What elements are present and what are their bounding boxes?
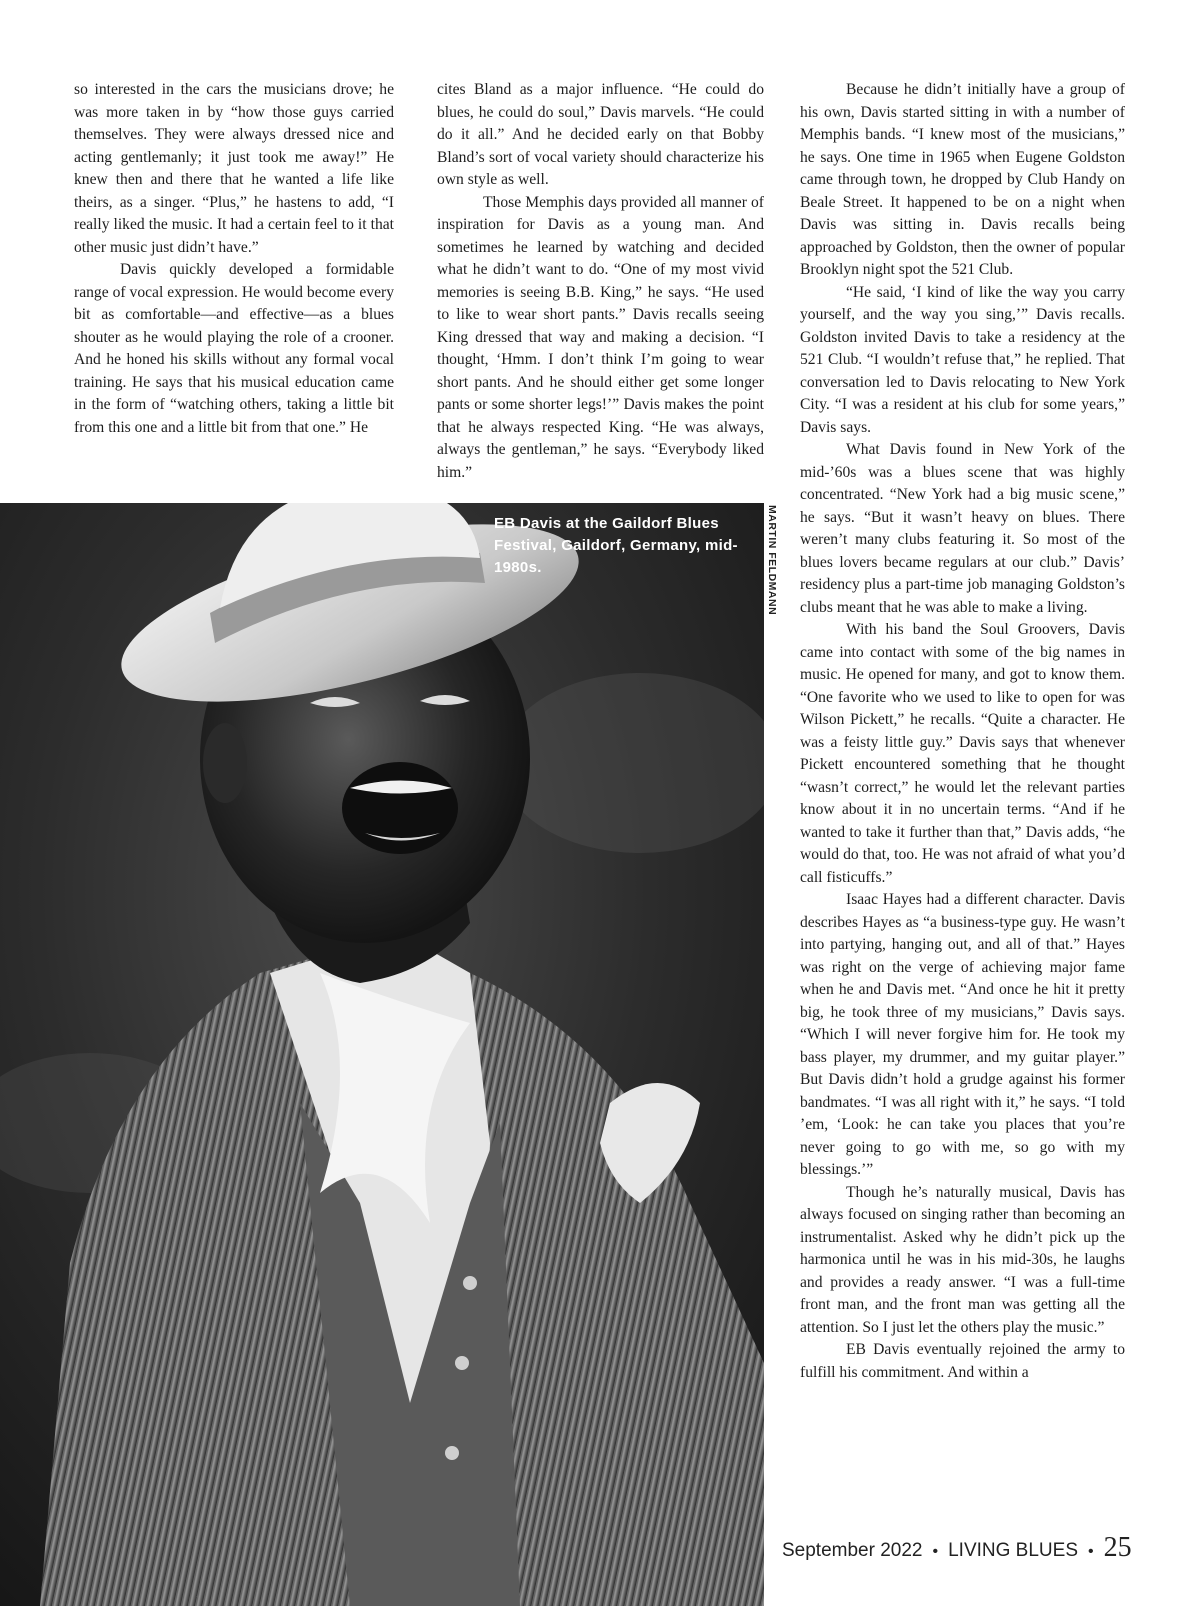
article-paragraph: EB Davis eventually rejoined the army to fulfill his commitment. And within a <box>800 1341 1125 1381</box>
performer-photo <box>0 503 764 1606</box>
issue-date: September 2022 <box>782 1540 923 1561</box>
footer-bullet: • <box>932 1543 939 1560</box>
article-paragraph: Though he’s naturally musical, Davis has always focused on singing rather than becoming an instrumentalist. Asked why he didn’t pick up the harmonica until he was in his mid-30s, he laughs and provides a ready answer. “I was a full-time front man, and the front man was getting all the attention. So I just let the others play the music.” <box>800 1183 1125 1336</box>
footer-bullet-2: • <box>1088 1543 1094 1560</box>
magazine-name: LIVING BLUES <box>948 1540 1078 1561</box>
article-paragraph: What Davis found in New York of the mid-’60s was a blues scene that was highly concentrated. “New York had a big music scene,” he says. “But it wasn’t heavy on blues. There weren’t many clubs featuring it. So most of the blues lovers became regulars at our club.” Davis’ residency plus a part-time job managing Goldston’s clubs meant that he was able to make a living. <box>800 441 1125 616</box>
article-paragraph: Because he didn’t initially have a group of his own, Davis started sitting in with a number of Memphis bands. “I knew most of the musicians,” he says. One time in 1965 when Eugene Goldston came through town, he dropped by Club Handy on Beale Street. It happened to be on a night when Davis was sitting in. Davis recalls being approached by Goldston, then the owner of popular Brooklyn night spot the 521 Club. <box>800 81 1125 278</box>
article-paragraph: cites Bland as a major influence. “He could do blues, he could do soul,” Davis marvels. “He could do it all.” And he decided early on that Bobby Bland’s sort of vocal variety should characterize his own style as well. <box>437 81 764 188</box>
page-footer <box>782 1532 1162 1564</box>
article-paragraph: With his band the Soul Groovers, Davis came into contact with some of the big names in music. He opened for many, and got to know them. “One favorite who we used to like to open for was Wilson Pickett,” he recalls. “Quite a character. He was a feisty little guy.” Davis says that whenever Pickett encountered something that he thought “wasn’t correct,” he would let the relevant parties know about it in no uncertain terms. “And if he wanted to take it further than that,” Davis adds, “he would do that, too. He was not afraid of what you’d call fisticuffs.” <box>800 621 1125 886</box>
article-column-1 <box>74 79 394 439</box>
article-paragraph: Isaac Hayes had a different character. Davis describes Hayes as “a business-type guy. He wasn’t into partying, hanging out, and all of that.” Hayes was right on the verge of achieving major fame when he and Davis met. “And once he hit it pretty big, he took three of my musicians,” Davis says. “Which I will never forgive him for. He took my bass player, my drummer, and my guitar player.” But Davis didn’t hold a grudge against his former bandmates. “I was all right with it,” he says. “I told ’em, ‘Look: he can take you places that you’re never going to go with me, so go with my blessings.’” <box>800 891 1125 1178</box>
page-number: 25 <box>1103 1532 1132 1563</box>
article-paragraph: Those Memphis days provided all manner of inspiration for Davis as a young man. And sometimes he learned by watching and decided what he didn’t want to do. “One of my most vivid memories is seeing B.B. King,” he says. “He used to like to wear short pants.” Davis recalls seeing King dressed that way and making a decision. “I thought, ‘Hmm. I don’t think I’m going to wear short pants. And he should either get some longer pants or some shorter legs!’” Davis makes the point that he always respected King. “He was always, always the gentleman,” he says. “Everybody liked him.” <box>437 193 764 481</box>
article-paragraph: so interested in the cars the musicians drove; he was more taken in by “how those guys carried themselves. They were always dressed nice and acting gentlemanly; it just took me away!” He knew then and there that he wanted a life like theirs, as a singer. “Plus,” he hastens to add, “I really liked the music. It had a certain feel to it that other music just didn’t have.” <box>74 81 394 256</box>
photo-credit: MARTIN FELDMANN <box>766 505 778 616</box>
performer-illustration <box>0 503 764 1606</box>
article-paragraph: Davis quickly developed a formidable range of vocal expression. He would become every bit as comfortable—and effective—as a blues shouter as he would playing the role of a crooner. And he honed his skills without any formal vocal training. He says that his musical education came in the form of “watching others, taking a little bit from this one and a little bit from that one.” He <box>74 261 394 436</box>
article-paragraph: “He said, ‘I kind of like the way you carry yourself, and the way you sing,’” Davis recalls. Goldston invited Davis to take a residency at the 521 Club. “I wouldn’t refuse that,” he replied. That conversation led to Davis relocating to New York City. “I was a resident at his club for some years,” Davis says. <box>800 283 1125 436</box>
photo-caption: EB Davis at the Gaildorf Blues Festival, Gaildorf, Germany, mid-1980s. <box>494 515 738 576</box>
article-column-3 <box>800 79 1125 1384</box>
article-column-2 <box>437 79 764 484</box>
